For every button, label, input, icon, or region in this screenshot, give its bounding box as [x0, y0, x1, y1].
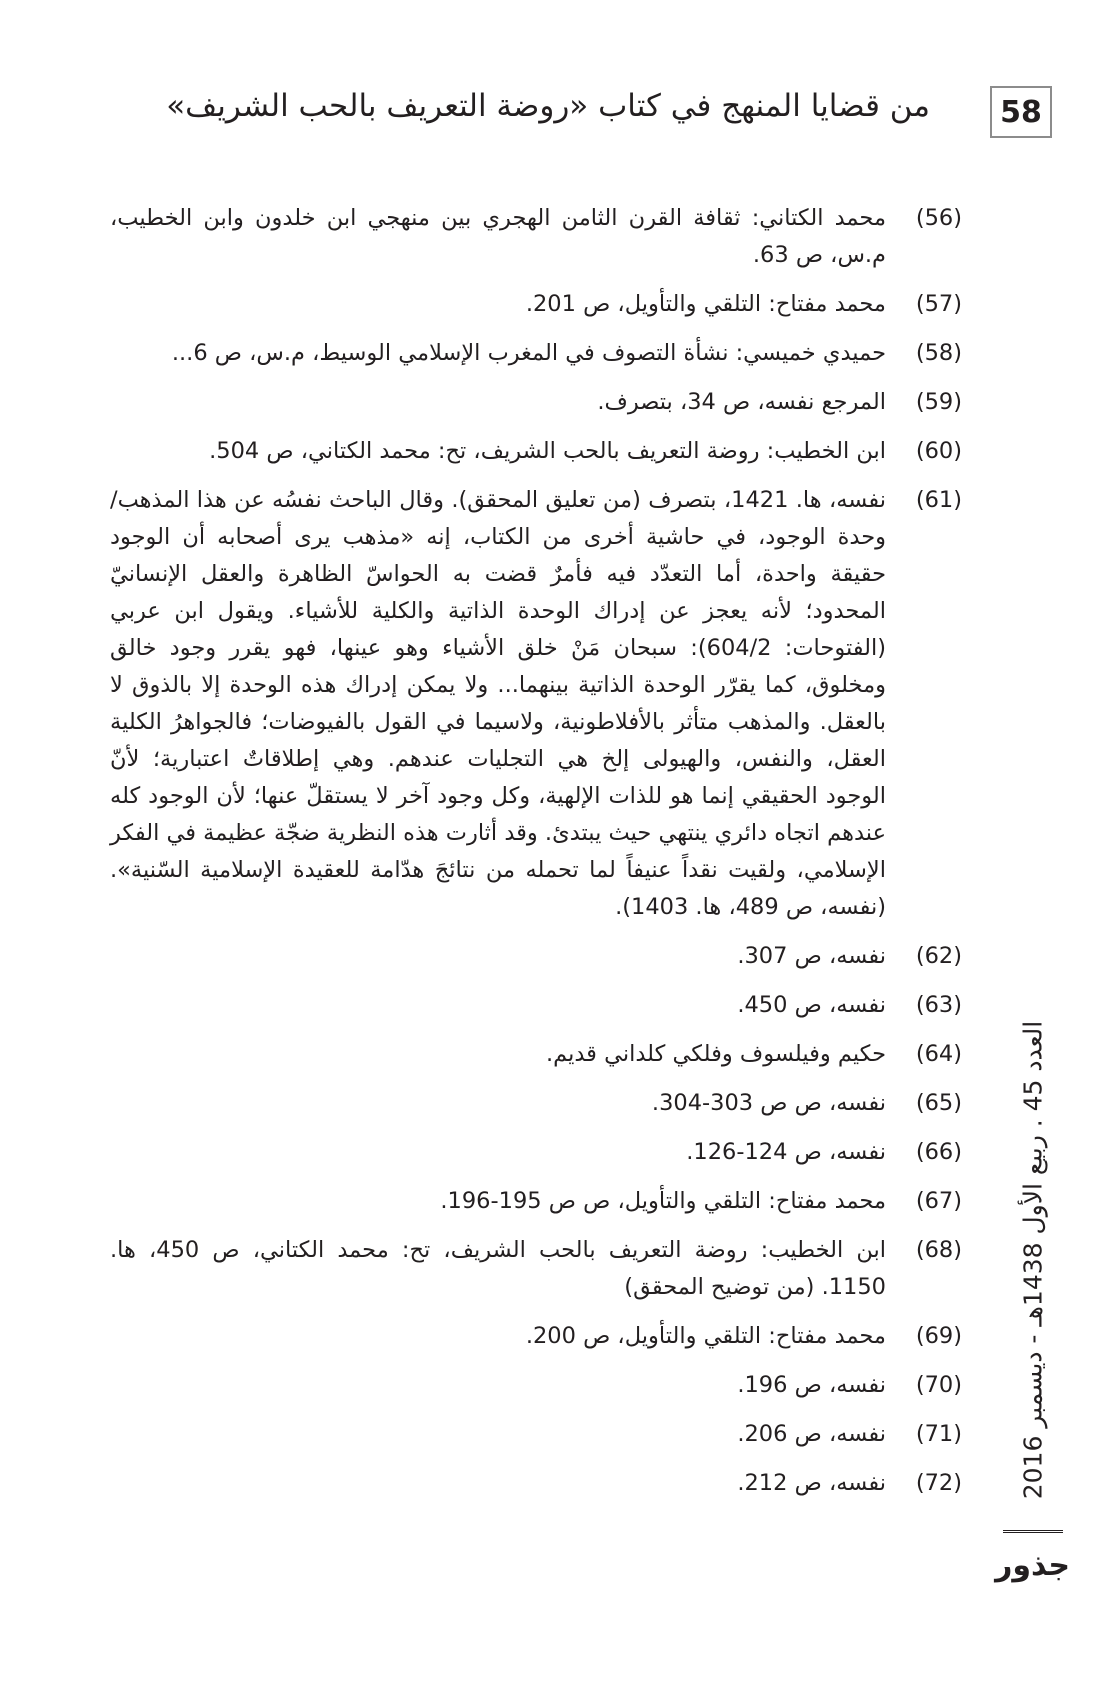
endnote-number: (68)	[915, 1237, 962, 1263]
endnote-item	[110, 1318, 962, 1355]
issue-sidebar	[1005, 1010, 1061, 1510]
endnote-number: (60)	[915, 438, 962, 464]
endnote-number: (70)	[915, 1372, 962, 1398]
endnote-item	[110, 1465, 962, 1502]
endnote-item	[110, 1416, 962, 1453]
endnote-number: (69)	[915, 1323, 962, 1349]
endnote-number: (66)	[915, 1139, 962, 1165]
page-header	[166, 82, 930, 142]
endnote-text: محمد مفتاح: التلقي والتأويل، ص ص 195-196.	[440, 1188, 886, 1214]
endnote-number: (71)	[915, 1421, 962, 1447]
issue-info: العدد 45 . ربيع الأول 1438هـ - ديسمبر 2016	[1018, 1020, 1048, 1500]
endnote-text: محمد مفتاح: التلقي والتأويل، ص 201.	[525, 291, 886, 317]
endnote-item	[110, 200, 962, 274]
endnote-item	[110, 1085, 962, 1122]
endnote-item	[110, 1232, 962, 1306]
endnote-text: نفسه، ص ص 303-304.	[651, 1090, 886, 1116]
endnote-item	[110, 433, 962, 470]
endnote-text: محمد مفتاح: التلقي والتأويل، ص 200.	[525, 1323, 886, 1349]
endnote-item	[110, 1367, 962, 1404]
running-title: من قضايا المنهج في كتاب «روضة التعريف بالحب الشريف»	[166, 88, 930, 124]
endnote-text: نفسه، ص 124-126.	[686, 1139, 886, 1165]
endnote-text: نفسه، ص 307.	[737, 943, 886, 969]
sidebar-divider	[1003, 1530, 1063, 1533]
endnote-number: (63)	[915, 992, 962, 1018]
endnotes-list	[110, 200, 962, 1514]
endnote-text: محمد الكتاني: ثقافة القرن الثامن الهجري بين منهجي ابن خلدون وابن الخطيب، م.س، ص 63.	[110, 205, 886, 268]
endnote-text: نفسه، ص 206.	[737, 1421, 886, 1447]
endnote-text: ابن الخطيب: روضة التعريف بالحب الشريف، تح: محمد الكتاني، ص 504.	[209, 438, 886, 464]
endnote-number: (72)	[915, 1470, 962, 1496]
endnote-text: نفسه، ها. 1421، بتصرف (من تعليق المحقق). وقال الباحث نفسُه عن هذا المذهب/ وحدة الوجود، في حاشية أخرى من الكتاب، إنه «مذهب يرى أصحابه أن الوجود حقيقة واحدة، أما التعدّد فيه فأمرٌ قضت به الحواسّ الظاهرة والعقل الإنسانيّ المحدود؛ لأنه يعجز عن إدراك الوحدة الذاتية والكلية للأشياء. ويقول ابن عربي (الفتوحات: 604/2): سبحان مَنْ خلق الأشياء وهو عينها، فهو يقرر وجود خالق ومخلوق، كما يقرّر الوحدة الذاتية بينهما... ولا يمكن إدراك هذه الوحدة إلا بالذوق لا بالعقل. والمذهب متأثر بالأفلاطونية، ولاسيما في القول بالفيوضات؛ فالجواهرُ الكلية العقل، والنفس، والهيولى إلخ هي التجليات عندهم. وهي إطلاقاتٌ اعتبارية؛ لأنّ الوجود الحقيقي إنما هو للذات الإلهية، وكل وجود آخر لا يستقلّ عنها؛ لأن الوجود كله عندهم اتجاه دائري ينتهي حيث يبتدئ. وقد أثارت هذه النظرية ضجّة عظيمة في الفكر الإسلامي، ولقيت نقداً عنيفاً لما تحمله من نتائجَ هدّامة للعقيدة الإسلامية السّنية». (نفسه، ص 489، ها. 1403).	[110, 487, 887, 920]
endnote-text: نفسه، ص 450.	[737, 992, 886, 1018]
endnote-number: (65)	[915, 1090, 962, 1116]
endnote-text: نفسه، ص 196.	[737, 1372, 886, 1398]
endnote-item	[110, 384, 962, 421]
endnote-item	[110, 987, 962, 1024]
endnote-text: حميدي خميسي: نشأة التصوف في المغرب الإسلامي الوسيط، م.س، ص 6...	[171, 340, 886, 366]
endnote-number: (67)	[915, 1188, 962, 1214]
endnote-item	[110, 1134, 962, 1171]
endnote-item	[110, 286, 962, 323]
endnote-number: (61)	[915, 487, 962, 513]
endnote-text: ابن الخطيب: روضة التعريف بالحب الشريف، تح: محمد الكتاني، ص 450، ها. 1150. (من توضيح المحقق)	[110, 1237, 886, 1300]
endnote-item	[110, 938, 962, 975]
endnote-number: (62)	[915, 943, 962, 969]
endnote-text: المرجع نفسه، ص 34، بتصرف.	[597, 389, 886, 415]
page-number: 58	[1000, 94, 1042, 130]
endnote-item	[110, 335, 962, 372]
endnote-number: (59)	[915, 389, 962, 415]
endnote-item	[110, 482, 962, 926]
endnote-item	[110, 1036, 962, 1073]
endnote-number: (58)	[915, 340, 962, 366]
endnote-text: حكيم وفيلسوف وفلكي كلداني قديم.	[545, 1041, 886, 1067]
endnote-text: نفسه، ص 212.	[737, 1470, 886, 1496]
endnote-number: (56)	[915, 205, 962, 231]
endnote-item	[110, 1183, 962, 1220]
endnote-number: (57)	[915, 291, 962, 317]
journal-logo: جذور	[995, 1548, 1070, 1583]
page-number-box	[990, 86, 1052, 138]
endnote-number: (64)	[915, 1041, 962, 1067]
